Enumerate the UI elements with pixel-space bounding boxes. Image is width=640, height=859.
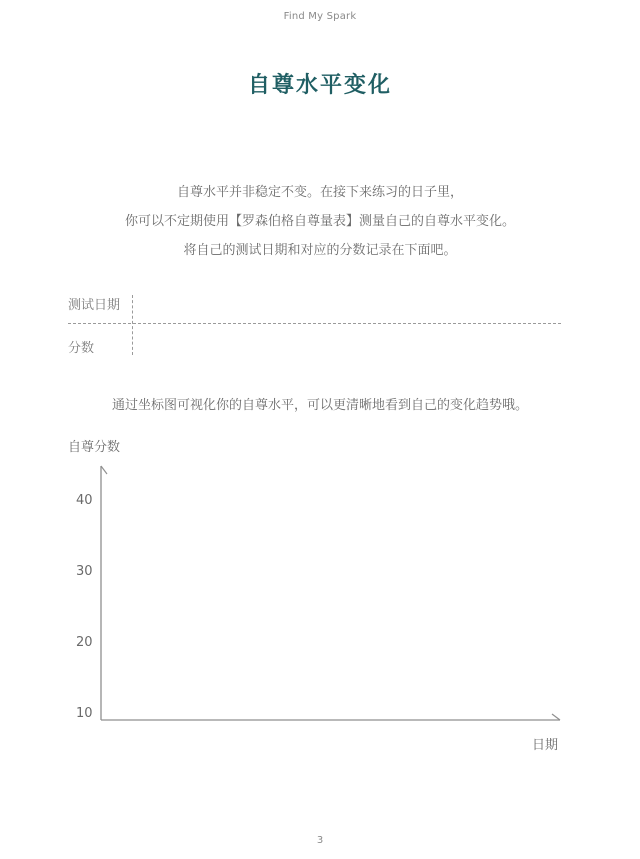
y-axis-arrow-icon — [101, 466, 107, 474]
brand-header: Find My Spark — [283, 11, 357, 22]
chart-y-axis-label: 自尊分数 — [68, 440, 121, 455]
score-label: 分数 — [68, 341, 95, 356]
chart-description: 通过坐标图可视化你的自尊水平，可以更清晰地看到自己的变化趋势哦。 — [111, 398, 528, 413]
y-tick-10: 10 — [76, 706, 93, 721]
page-title: 自尊水平变化 — [247, 73, 392, 98]
y-tick-30: 30 — [76, 564, 93, 579]
test-date-label: 测试日期 — [68, 298, 121, 313]
y-tick-40: 40 — [76, 493, 93, 508]
chart-x-axis-label: 日期 — [532, 738, 559, 753]
y-tick-20: 20 — [76, 635, 93, 650]
page-number: 3 — [316, 835, 324, 846]
intro-line-2: 你可以不定期使用【罗森伯格自尊量表】测量自己的自尊水平变化。 — [124, 214, 515, 229]
intro-line-1: 自尊水平并非稳定不变。在接下来练习的日子里， — [176, 185, 463, 200]
intro-line-3: 将自己的测试日期和对应的分数记录在下面吧。 — [183, 243, 457, 258]
x-axis-arrow-icon — [552, 714, 560, 720]
